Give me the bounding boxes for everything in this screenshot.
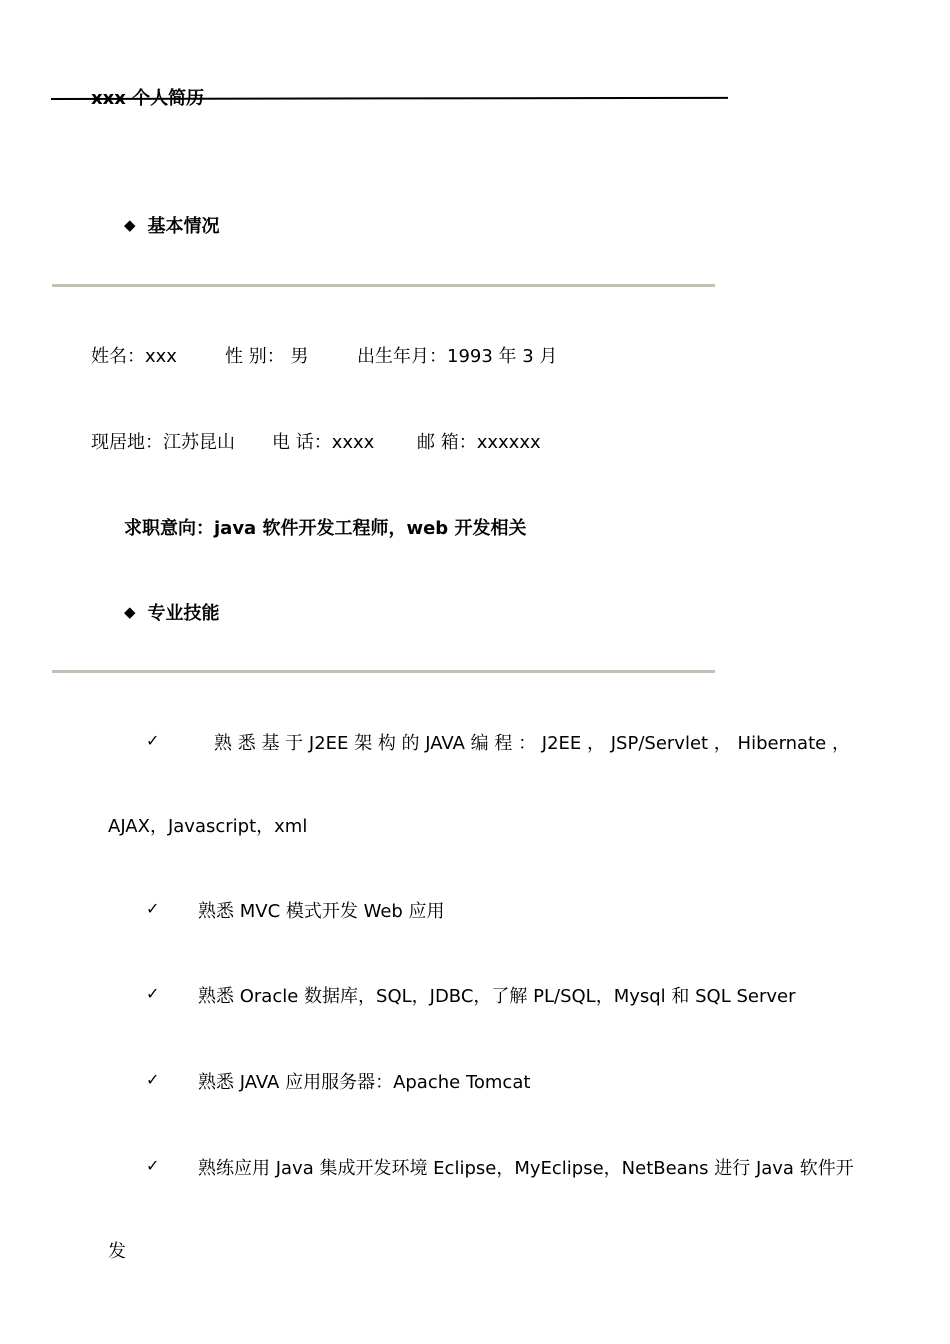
skill-item-3: 熟悉 Oracle 数据库，SQL，JDBC，了解 PL/SQL，Mysql 和 SQL Server [198,986,796,1007]
section-divider-skills [52,670,715,673]
resume-title: xxx 个人简历 [91,88,205,109]
field-email: 邮 箱：xxxxxx [417,432,541,453]
field-phone: 电 话：xxxx [272,432,375,453]
field-name: 姓名：xxx [91,346,177,367]
section-title-skills: 专业技能 [147,603,220,624]
diamond-bullet-icon: ◆ [124,603,136,621]
skill-item-2: 熟悉 MVC 模式开发 Web 应用 [198,901,445,922]
field-residence: 现居地：江苏昆山 [91,432,235,453]
checkmark-icon: ✓ [146,1070,160,1089]
checkmark-icon: ✓ [146,731,160,750]
skill-item-1-cont: AJAX，Javascript，xml [108,816,308,837]
section-title-basic: 基本情况 [147,216,220,237]
skill-item-1: 熟 悉 基 于 J2EE 架 构 的 JAVA 编 程 ： J2EE ， JSP/Servlet ， Hibernate ， [214,733,850,754]
section-divider-basic [52,284,715,287]
section-heading-basic [124,212,220,238]
checkmark-icon: ✓ [146,899,160,918]
checkmark-icon: ✓ [146,1156,160,1175]
section-heading-skills [124,599,220,625]
field-birth: 出生年月：1993 年 3 月 [357,346,558,367]
skill-item-4: 熟悉 JAVA 应用服务器：Apache Tomcat [198,1072,531,1093]
skill-item-5-cont: 发 [108,1241,126,1262]
title-underline [51,97,728,100]
job-objective: 求职意向：java 软件开发工程师，web 开发相关 [124,518,527,539]
diamond-bullet-icon: ◆ [124,216,136,234]
skill-item-5: 熟练应用 Java 集成开发环境 Eclipse，MyEclipse，NetBeans 进行 Java 软件开 [198,1158,854,1179]
checkmark-icon: ✓ [146,984,160,1003]
field-gender: 性 别： 男 [225,346,309,367]
